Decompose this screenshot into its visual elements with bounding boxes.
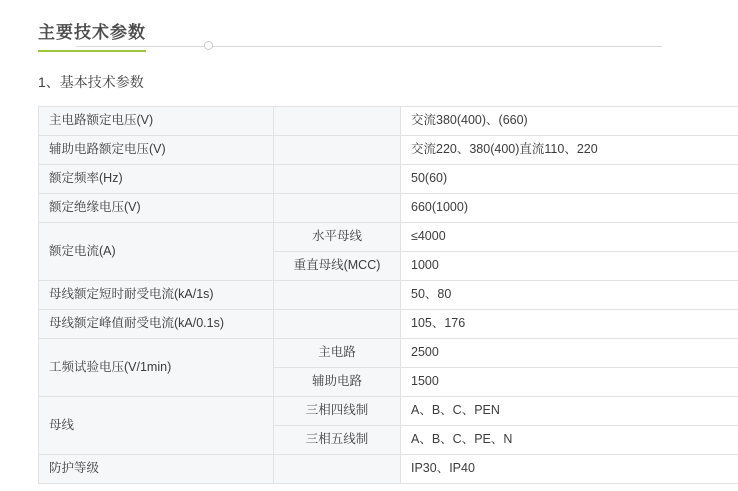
param-name-cell: 母线额定短时耐受电流(kA/1s) [39,281,274,310]
table-row [39,310,738,339]
param-sub-cell [274,194,401,223]
param-value-cell: 660(1000) [401,194,738,223]
param-sub-cell [274,107,401,136]
param-value-cell: A、B、C、PE、N [401,426,738,455]
param-name-cell: 额定电流(A) [39,223,274,281]
param-name-cell: 额定频率(Hz) [39,165,274,194]
param-value-cell: 交流380(400)、(660) [401,107,738,136]
param-value-cell: A、B、C、PEN [401,397,738,426]
param-sub-cell: 主电路 [274,339,401,368]
param-value-cell: 105、176 [401,310,738,339]
param-value-cell: IP30、IP40 [401,455,738,484]
page-title: 主要技术参数 [38,18,146,52]
page-header [38,0,700,56]
param-name-cell: 辅助电路额定电压(V) [39,136,274,165]
param-sub-cell: 水平母线 [274,223,401,252]
table-row [39,339,738,368]
table-row [39,194,738,223]
param-sub-cell [274,136,401,165]
param-name-cell: 额定绝缘电压(V) [39,194,274,223]
param-sub-cell [274,455,401,484]
table-row [39,281,738,310]
param-name-cell: 母线 [39,397,274,455]
param-name-cell: 母线额定峰值耐受电流(kA/0.1s) [39,310,274,339]
param-sub-cell: 三相五线制 [274,426,401,455]
param-sub-cell [274,281,401,310]
table-row [39,165,738,194]
table-row [39,397,738,426]
param-value-cell: 1000 [401,252,738,281]
table-row [39,223,738,252]
table-row [39,136,738,165]
param-value-cell: 50、80 [401,281,738,310]
param-value-cell: 1500 [401,368,738,397]
header-divider [76,46,662,47]
param-sub-cell: 重直母线(MCC) [274,252,401,281]
table-row [39,107,738,136]
param-value-cell: ≤4000 [401,223,738,252]
param-value-cell: 2500 [401,339,738,368]
section-title: 1、基本技术参数 [38,74,144,90]
table-row [39,455,738,484]
param-sub-cell [274,165,401,194]
param-sub-cell [274,310,401,339]
header-dot-marker [204,41,213,50]
param-sub-cell: 辅助电路 [274,368,401,397]
param-name-cell: 防护等级 [39,455,274,484]
param-value-cell: 50(60) [401,165,738,194]
param-name-cell: 主电路额定电压(V) [39,107,274,136]
param-value-cell: 交流220、380(400)直流110、220 [401,136,738,165]
param-name-cell: 工频试验电压(V/1min) [39,339,274,397]
param-sub-cell: 三相四线制 [274,397,401,426]
spec-table [38,106,738,484]
